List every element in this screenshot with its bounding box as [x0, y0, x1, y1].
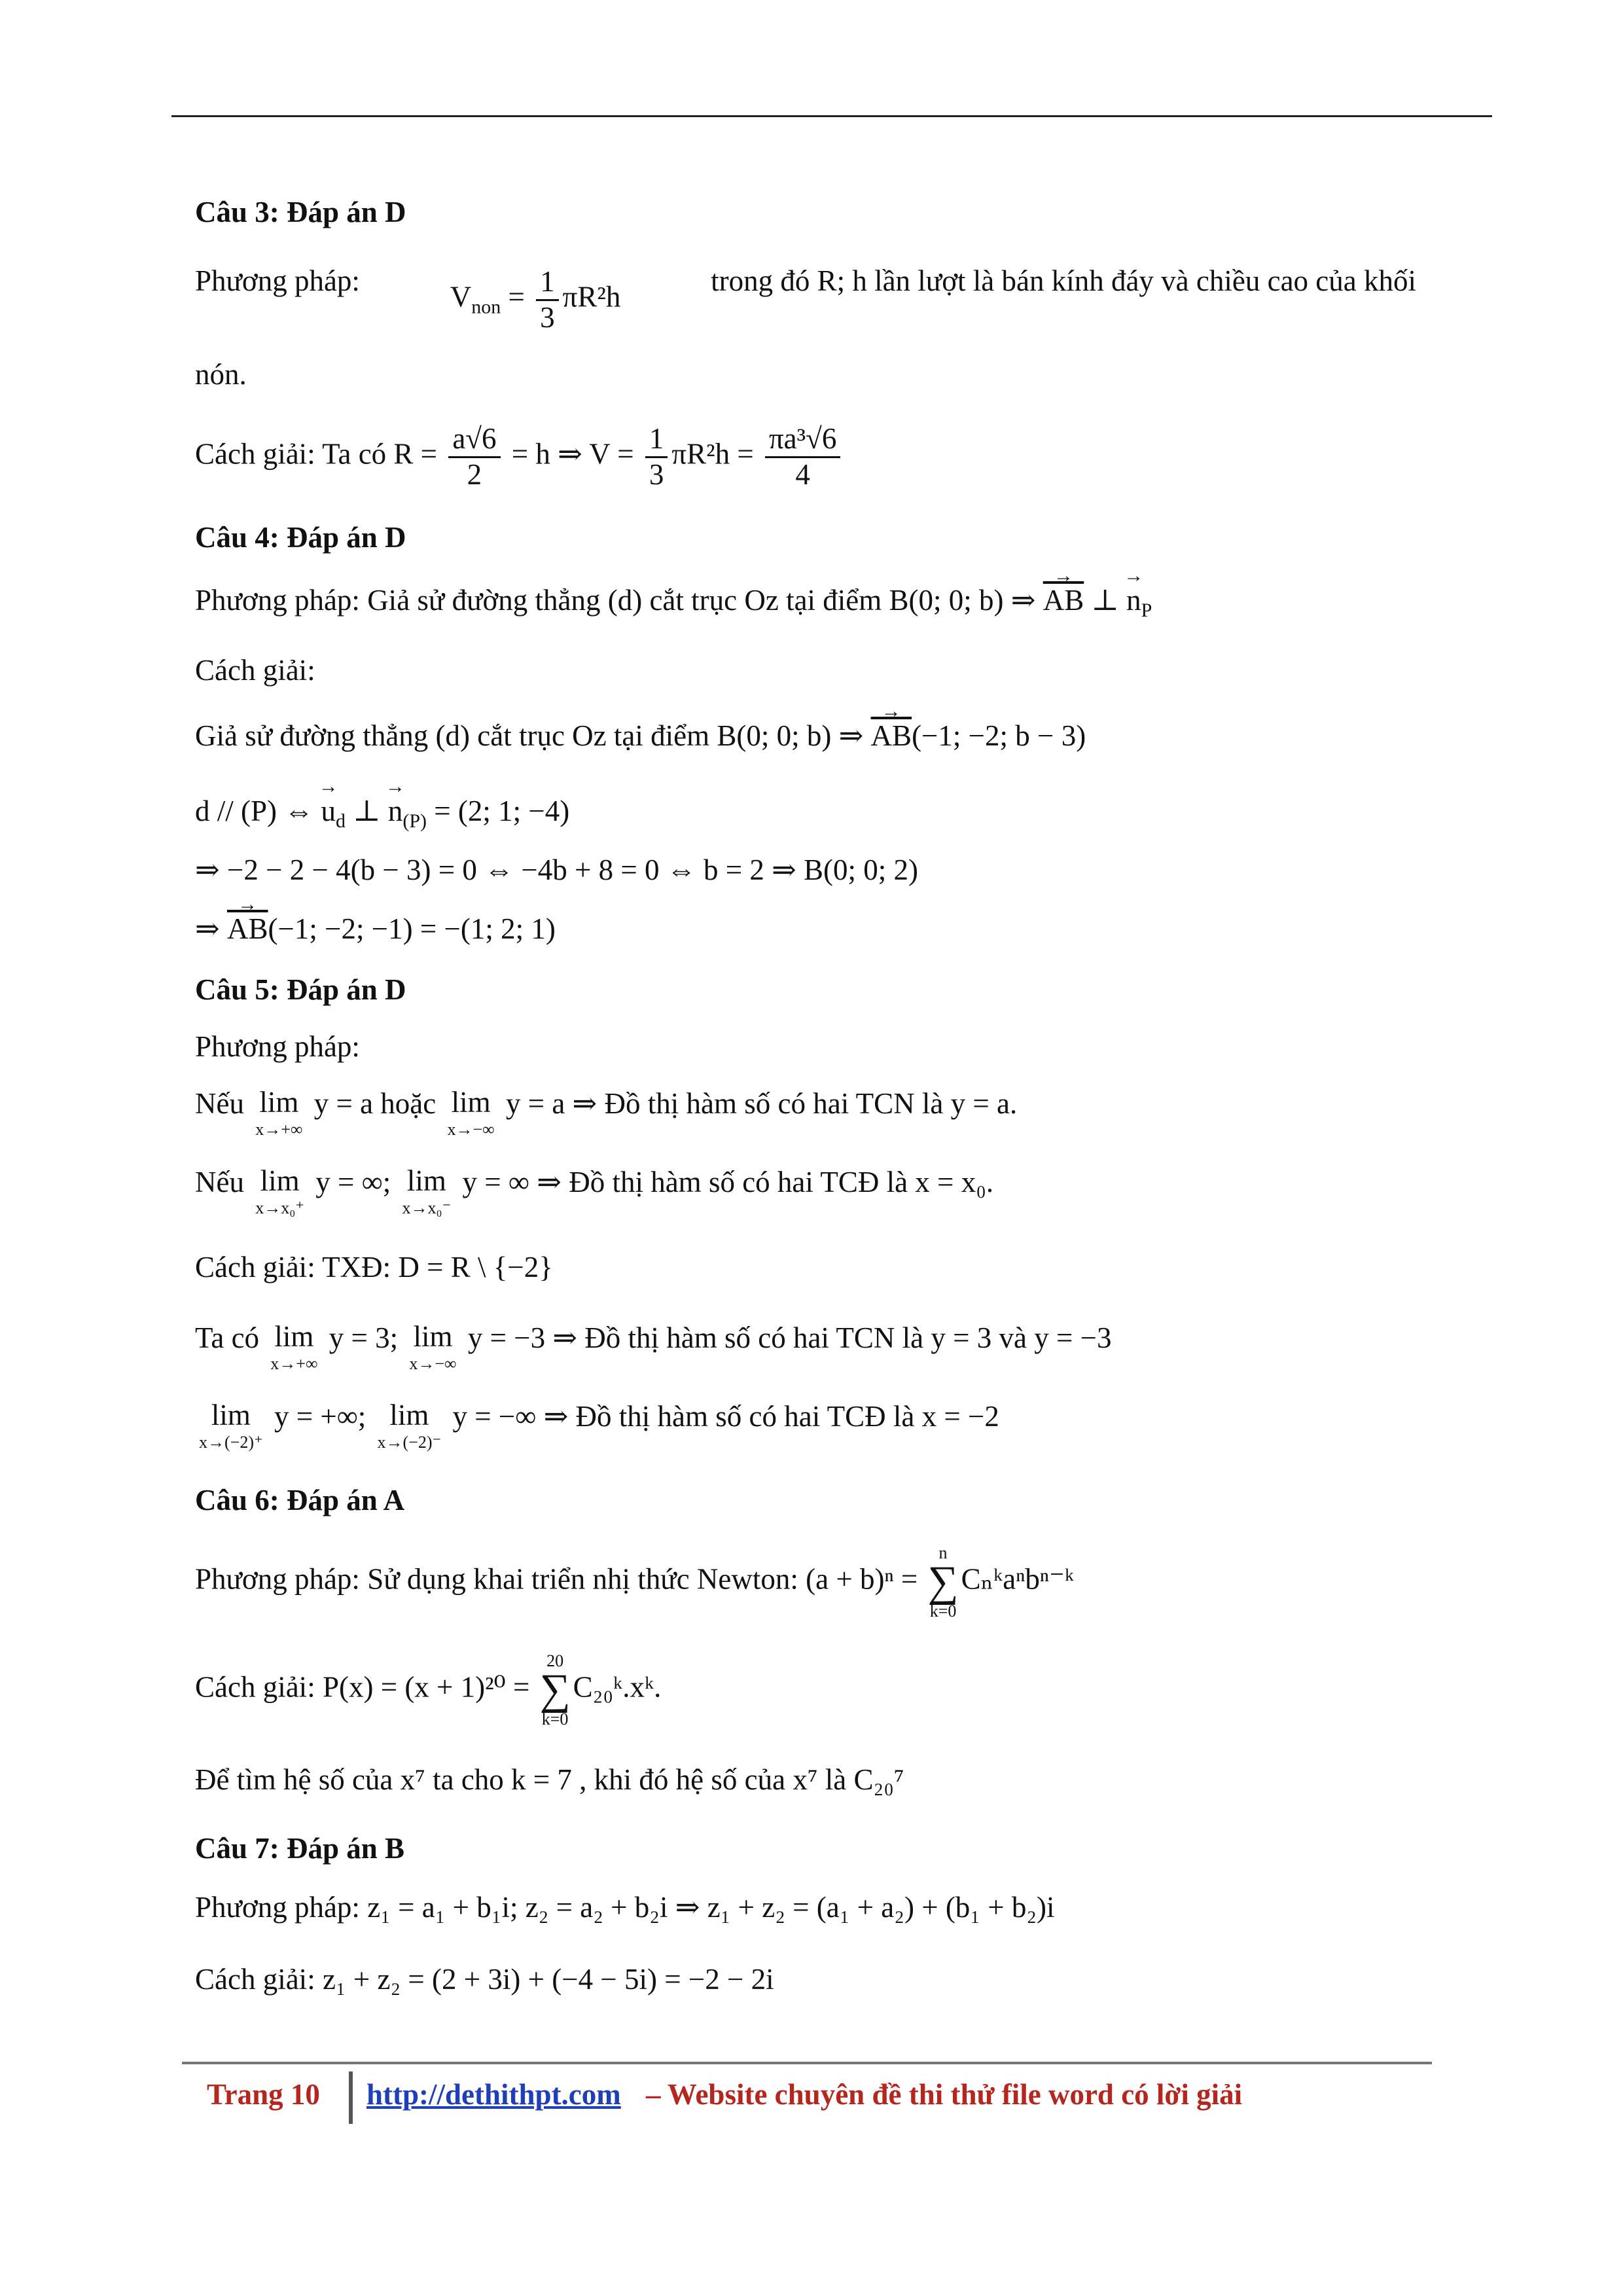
q4-solution-label: Cách giải: [195, 654, 315, 687]
q3-sol-frac3: $\frac{\text{πa³√6}}{4}$ [765, 422, 840, 492]
q5-line3: Cách giải: TXĐ: D = R \ {−2} [195, 1251, 553, 1283]
footer-rule [182, 2062, 1432, 2064]
q7-method: Phương pháp: z₁ = a₁ + b₁i; z₂ = a₂ + b₂i ⇒ z₁ + z₂ = (a₁ + a₂) + (b₁ + b₂)i [195, 1891, 1055, 1924]
footer-divider [349, 2072, 353, 2124]
q4-method: Phương pháp: Giả sử đường thẳng (d) cắt trục Oz tại điểm B(0; 0; b) ⇒ → $\overline{AB}$ ⊥ → $n_P$ [195, 584, 1152, 621]
footer-page-label: Trang 10 [207, 2078, 320, 2111]
q3-sol-frac1: $\frac{a√6}{2}$ [448, 422, 500, 492]
footer-link[interactable]: http://dethithpt.com [366, 2078, 621, 2111]
q6-sum1: n ∑ k=0 [927, 1543, 959, 1621]
q7-title: Câu 7: Đáp án B [195, 1832, 405, 1865]
q5-lim3: lim x→x₀⁺ [255, 1164, 305, 1217]
q4-line3: ⇒ −2 − 2 − 4(b − 3) = 0 ⇔ −4b + 8 = 0 ⇔ b = 2 ⇒ B(0; 0; 2) [195, 853, 919, 886]
q3-solution: Cách giải: Ta có R = $\frac{a√6}{2}$ = h ⇒ V = $\frac{1}{3}$ πR²h = $\frac{\text{πa³√6}}{4}$ [195, 422, 844, 492]
q3-title: Câu 3: Đáp án D [195, 196, 406, 228]
q5-lim7: lim x→(−2)⁺ [199, 1399, 263, 1452]
q5-title: Câu 5: Đáp án D [195, 973, 406, 1006]
q5-line2: Nếu lim x→x₀⁺ y = ∞; lim x→x₀⁻ y = ∞ ⇒ Đồ thị hàm số có hai TCĐ là x = x₀. [195, 1164, 994, 1217]
q5-lim5: lim x→+∞ [270, 1320, 318, 1373]
q3-frac: $\frac{1}{3}$ [536, 265, 559, 335]
q5-line5: lim x→(−2)⁺ y = +∞; lim x→(−2)⁻ y = −∞ ⇒ Đồ thị hàm số có hai TCĐ là x = −2 [199, 1399, 999, 1452]
q3-method-line [195, 265, 1416, 335]
q5-lim4: lim x→x₀⁻ [402, 1164, 452, 1217]
q5-lim2: lim x→−∞ [447, 1086, 495, 1139]
q5-line4: Ta có lim x→+∞ y = 3; lim x→−∞ y = −3 ⇒ Đồ thị hàm số có hai TCN là y = 3 và y = −3 [195, 1320, 1112, 1373]
q3-sol-frac2: $\frac{1}{3}$ [645, 422, 668, 492]
q5-line1: Nếu lim x→+∞ y = a hoặc lim x→−∞ y = a ⇒ Đồ thị hàm số có hai TCN là y = a. [195, 1086, 1018, 1139]
q4-line4: ⇒ → $\overline{AB}(-1$; −2; −1) = −(1; 2; 1) [195, 913, 556, 946]
q4-title: Câu 4: Đáp án D [195, 521, 406, 554]
q7-solution: Cách giải: z₁ + z₂ = (2 + 3i) + (−4 − 5i) = −2 − 2i [195, 1963, 774, 1996]
q6-solution: Cách giải: P(x) = (x + 1)²⁰ = 20 ∑ k=0 C₂₀ᵏ.xᵏ. [195, 1651, 662, 1729]
header-rule [171, 115, 1492, 117]
q6-sum2: 20 ∑ k=0 [539, 1651, 571, 1729]
footer-description: – Website chuyên đề thi thử file word có lời giải [646, 2078, 1243, 2111]
q5-lim6: lim x→−∞ [409, 1320, 457, 1373]
q4-line2: d // (P) ⇔ → $u_d$ ⊥ → $n_{(P)} = (2$; 1; −4) [195, 795, 569, 832]
q6-line3: Để tìm hệ số của x⁷ ta cho k = 7 , khi đó hệ số của x⁷ là C₂₀⁷ [195, 1763, 904, 1796]
q3-method-label: Phương pháp: [195, 264, 360, 297]
q3-method-text: trong đó R; h lần lượt là bán kính đáy và chiều cao của khối [711, 264, 1416, 297]
q5-method-label: Phương pháp: [195, 1030, 360, 1063]
q5-lim1: lim x→+∞ [255, 1086, 303, 1139]
q3-method-formula: $V_{non}$ = $\frac{1}{3}$ πR²h [450, 265, 621, 334]
q3-method-text2: nón. [195, 358, 247, 391]
q5-lim8: lim x→(−2)⁻ [377, 1399, 442, 1452]
q6-method: Phương pháp: Sử dụng khai triển nhị thức Newton: (a + b)ⁿ = n ∑ k=0 Cₙᵏaⁿbⁿ⁻ᵏ [195, 1543, 1075, 1621]
q6-title: Câu 6: Đáp án A [195, 1484, 405, 1516]
q4-line1: Giả sử đường thẳng (d) cắt trục Oz tại điểm B(0; 0; b) ⇒ → $\overline{AB}(-1$; −2; b − 3) [195, 720, 1086, 753]
